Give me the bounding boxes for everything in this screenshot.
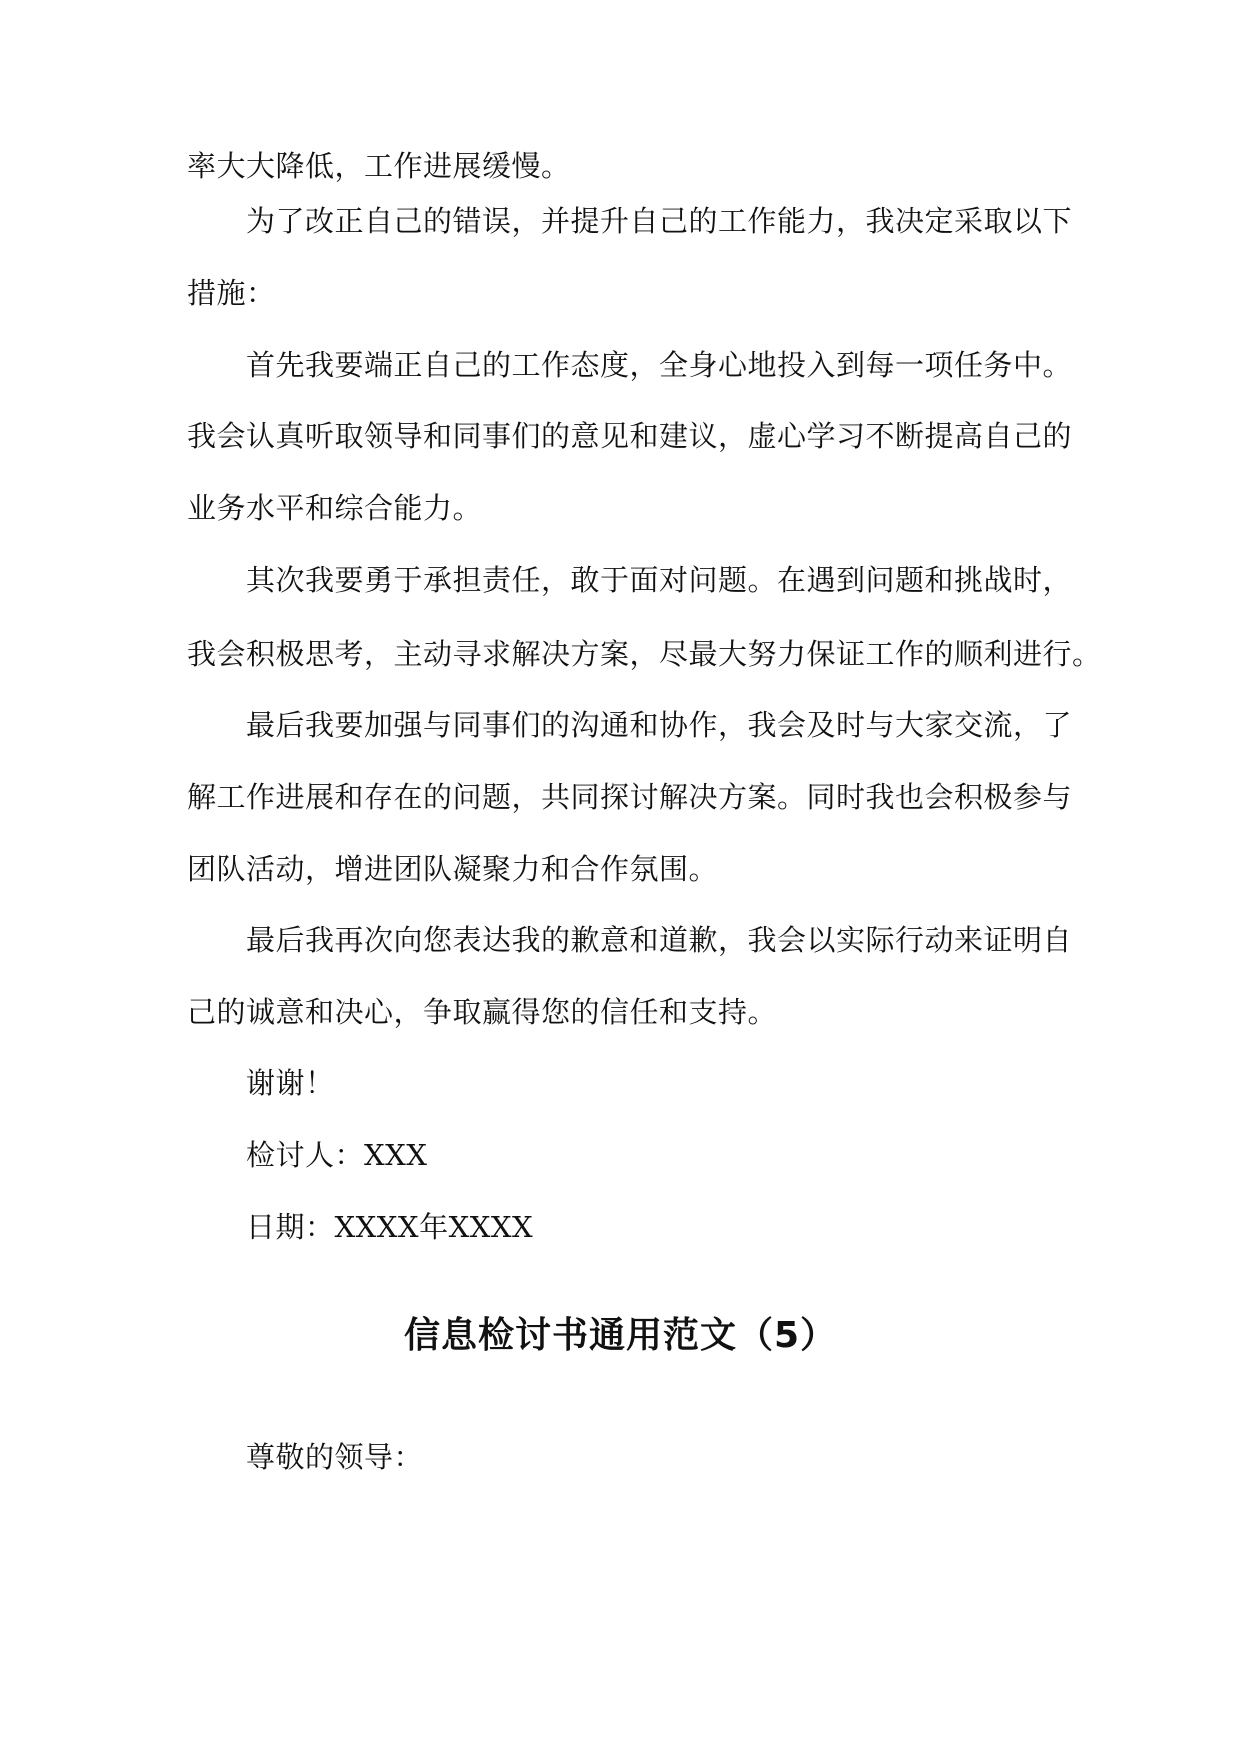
closing-thanks: 谢谢！ bbox=[246, 1066, 335, 1100]
paragraph-line: 其次我要勇于承担责任，敢于面对问题。在遇到问题和挑战时， bbox=[246, 563, 1073, 597]
section-title: 信息检讨书通用范文（5） bbox=[403, 1315, 838, 1356]
date-line: 日期：XXXX年XXXX bbox=[246, 1210, 534, 1244]
paragraph-line: 措施： bbox=[187, 276, 276, 310]
paragraph-line: 团队活动，增进团队凝聚力和合作氛围。 bbox=[187, 852, 719, 886]
paragraph-line: 最后我要加强与同事们的沟通和协作，我会及时与大家交流，了 bbox=[246, 708, 1073, 742]
paragraph-line: 为了改正自己的错误，并提升自己的工作能力，我决定采取以下 bbox=[246, 204, 1073, 238]
paragraph-line: 率大大降低，工作进展缓慢。 bbox=[187, 149, 571, 183]
paragraph-line: 业务水平和综合能力。 bbox=[187, 491, 483, 525]
salutation: 尊敬的领导： bbox=[246, 1440, 424, 1474]
paragraph-line: 解工作进展和存在的问题，共同探讨解决方案。同时我也会积极参与 bbox=[187, 780, 1073, 814]
paragraph-line: 最后我再次向您表达我的歉意和道歉，我会以实际行动来证明自 bbox=[246, 923, 1073, 957]
paragraph-line: 首先我要端正自己的工作态度，全身心地投入到每一项任务中。 bbox=[246, 348, 1073, 382]
paragraph-line: 我会认真听取领导和同事们的意见和建议，虚心学习不断提高自己的 bbox=[187, 419, 1073, 453]
signature-line: 检讨人：XXX bbox=[246, 1138, 428, 1172]
paragraph-line: 己的诚意和决心，争取赢得您的信任和支持。 bbox=[187, 995, 778, 1029]
paragraph-line: 我会积极思考，主动寻求解决方案，尽最大努力保证工作的顺利进行。 bbox=[187, 637, 1102, 671]
